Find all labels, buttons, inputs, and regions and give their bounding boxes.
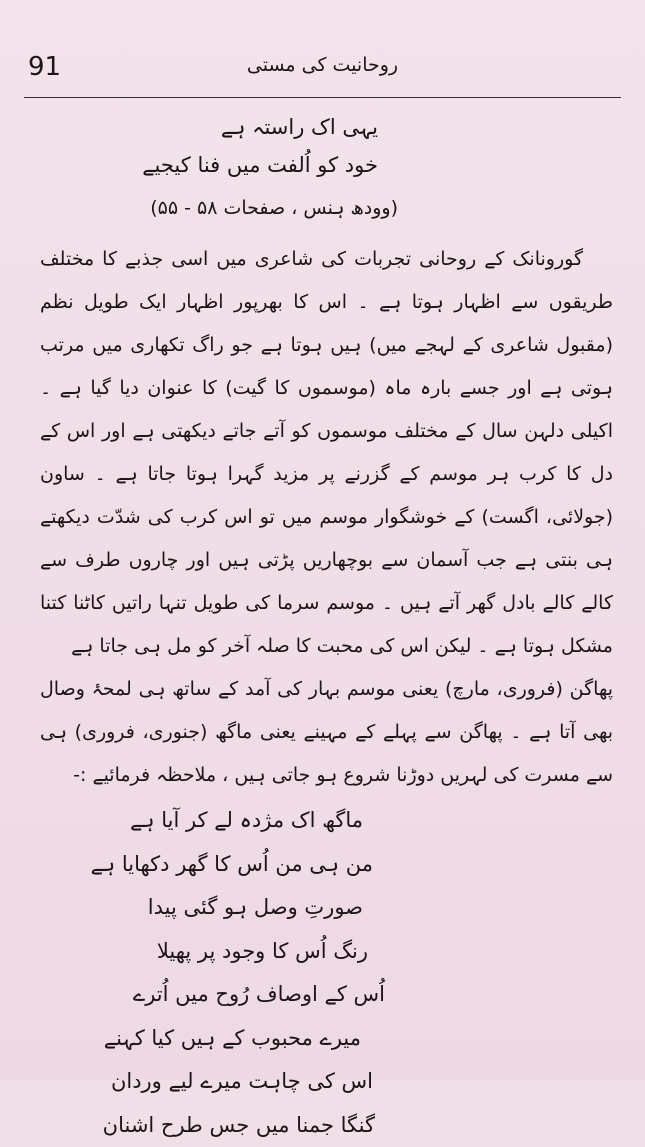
- poem-line: اس کی چاہت میرے لیے وردان: [40, 1060, 613, 1104]
- header-rule: [24, 97, 621, 98]
- poem-line: میرے محبوب کے ہیں کیا کہنے: [40, 1017, 613, 1061]
- verse-line: خود کو اُلفت میں فنا کیجیے: [40, 146, 378, 184]
- citation: (وودھ ہنس ، صفحات ۵۸ - ۵۵): [40, 188, 613, 228]
- poem-line: صورتِ وصل ہو گئی پیدا: [40, 886, 613, 930]
- page-content: [40, 108, 613, 1147]
- page-header: [28, 50, 617, 90]
- verse-line: یہی اک راستہ ہے: [40, 108, 378, 146]
- poem-line: گنگا جمنا میں جس طرح اشنان: [40, 1104, 613, 1147]
- poem-line: من ہی من اُس کا گھر دکھایا ہے: [40, 843, 613, 887]
- poem-line: ماگھ اک مژدہ لے کر آیا ہے: [40, 799, 613, 843]
- paragraph: گورونانک کے روحانی تجربات کی شاعری میں اسی جذبے کا مختلف طریقوں سے اظہار ہوتا ہے ۔ اس کا بھرپور اظہار ایک طویل نظم (مقبول شاعری کے لہجے میں) ہیں ہوتا ہے جو راگ تکھاری میں مرتب ہوتی ہے اور جسے بارہ ماہ (موسموں کا گیت) کا عنوان دیا گیا ہے ۔ اکیلی دلہن سال کے مختلف موسموں کو آتے جاتے دیکھتی ہے اور اس کے دل کا کرب ہر موسم کے گزرنے پر مزید گہرا ہوتا جاتا ہے ۔ ساون (جولائی، اگست) کے خوشگوار موسم میں تو اس کرب کی شدّت دیکھتے ہی بنتی ہے جب آسمان سے بوچھاریں پڑتی ہیں اور چاروں طرف سے کالے کالے بادل گھر آتے ہیں ۔ موسم سرما کی طویل تنہا راتیں کاٹنا کتنا مشکل ہوتا ہے ۔ لیکن اس کی محبت کا صلہ آخر کو مل ہی جاتا ہے: [40, 238, 613, 668]
- poem: [40, 799, 613, 1147]
- opening-verse: [40, 108, 613, 184]
- running-title: روحانیت کی مستی: [28, 54, 617, 76]
- body-text: [40, 238, 613, 797]
- poem-line: اُس کے اوصاف رُوح میں اُترے: [40, 973, 613, 1017]
- poem-line: رنگ اُس کا وجود پر پھیلا: [40, 930, 613, 974]
- page-number: 91: [28, 52, 61, 82]
- paragraph: پھاگن (فروری، مارچ) یعنی موسم بہار کی آمد کے ساتھ ہی لمحۂ وصال بھی آتا ہے ۔ پھاگن سے پہلے کے مہینے یعنی ماگھ (جنوری، فروری) ہی سے مسرت کی لہریں دوڑنا شروع ہو جاتی ہیں ، ملاحظہ فرمائیے :-: [40, 668, 613, 797]
